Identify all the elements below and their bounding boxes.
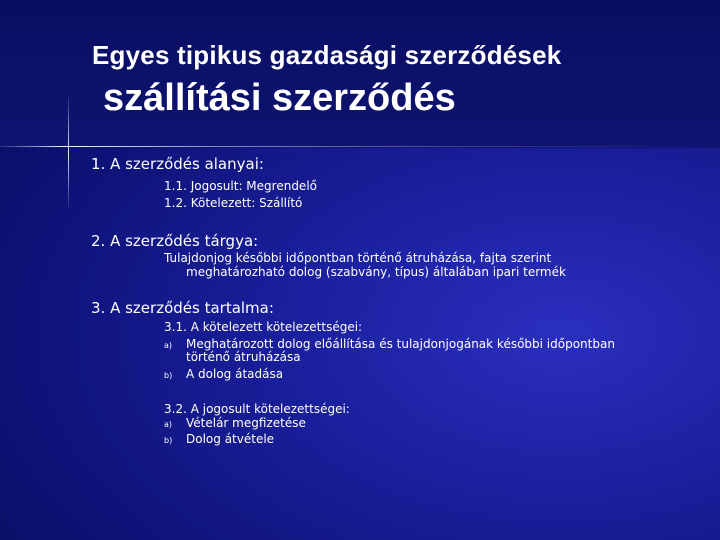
subsection-title: 3.1. A kötelezett kötelezettségei: xyxy=(164,320,363,334)
vertical-accent-line xyxy=(68,92,69,212)
subsection-title: 3.2. A jogosult kötelezettségei: xyxy=(164,402,350,416)
list-item: Meghatározott dolog előállítása és tulajdonjogának későbbi időpontban xyxy=(186,337,615,351)
list-item: Dolog átvétele xyxy=(186,432,275,446)
list-item: 1.2. Kötelezett: Szállító xyxy=(164,196,303,210)
title-band xyxy=(0,0,720,148)
slide-subtitle: szállítási szerződés xyxy=(103,77,456,119)
body-text: Tulajdonjog későbbi időpontban történő átruházása, fajta szerint xyxy=(164,251,552,265)
list-item: Vételár megfizetése xyxy=(186,416,306,430)
section-heading: 2. A szerződés tárgya: xyxy=(91,232,259,250)
list-item: 1.1. Jogosult: Megrendelő xyxy=(164,179,317,193)
horizontal-accent-line xyxy=(0,146,720,147)
list-marker: b) xyxy=(164,436,173,445)
slide-title: Egyes tipikus gazdasági szerződések xyxy=(92,40,562,70)
list-marker: b) xyxy=(164,371,173,380)
body-text: meghatározható dolog (szabvány, típus) általában ipari termék xyxy=(186,265,566,279)
list-marker: a) xyxy=(164,341,173,350)
section-heading: 1. A szerződés alanyai: xyxy=(91,155,264,173)
section-heading: 3. A szerződés tartalma: xyxy=(91,299,274,317)
list-item: történő átruházása xyxy=(186,350,301,364)
list-item: A dolog átadása xyxy=(186,367,284,381)
list-marker: a) xyxy=(164,420,173,429)
